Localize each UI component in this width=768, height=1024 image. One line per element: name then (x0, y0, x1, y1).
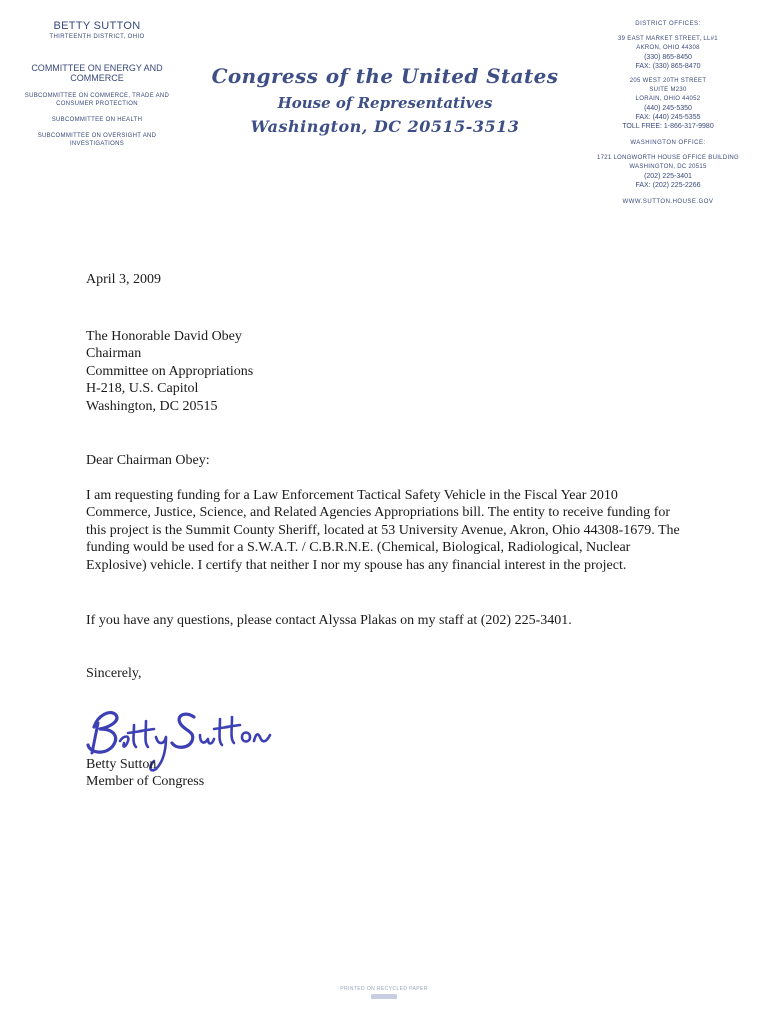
recipient-city: Washington, DC 20515 (86, 398, 218, 414)
recipient-name: The Honorable David Obey (86, 329, 242, 344)
lorain-street: 205 WEST 20TH STREET (629, 78, 707, 84)
akron-phone: (330) 865-8450 (644, 54, 692, 61)
letterhead-member-block (22, 20, 172, 148)
salutation: Dear Chairman Obey: (86, 453, 210, 468)
printed-on-recycled-text: PRINTED ON RECYCLED PAPER (340, 986, 428, 992)
subcommittee-oversight: SUBCOMMITTEE ON OVERSIGHT AND INVESTIGATIONS (37, 133, 157, 147)
washington-building: 1721 LONGWORTH HOUSE OFFICE BUILDING (596, 155, 740, 161)
subcommittee-commerce: SUBCOMMITTEE ON COMMERCE, TRADE AND CONSUMER PROTECTION (24, 93, 170, 107)
washington-fax: FAX: (202) 225-2266 (635, 182, 701, 189)
recipient-committee: Committee on Appropriations (86, 363, 254, 379)
akron-street: 39 EAST MARKET STREET, LL#1 (618, 36, 718, 42)
letterhead-offices (588, 20, 748, 207)
union-bug-icon (371, 994, 397, 999)
committee-name: COMMITTEE ON ENERGY AND COMMERCE (31, 63, 163, 83)
body-paragraph-contact: If you have any questions, please contact Alyssa Plakas on my staff at (202) 225-3401. (86, 613, 572, 628)
washington-phone: (202) 225-3401 (644, 173, 692, 180)
letter-date: April 3, 2009 (86, 272, 162, 287)
recipient-address (86, 328, 686, 415)
member-name: BETTY SUTTON (53, 20, 141, 32)
subcommittee-health: SUBCOMMITTEE ON HEALTH (51, 117, 143, 123)
akron-city: AKRON, OHIO 44308 (636, 45, 700, 51)
website: WWW.SUTTON.HOUSE.GOV (622, 199, 714, 205)
closing: Sincerely, (86, 666, 142, 681)
lorain-fax: FAX: (440) 245-5355 (635, 114, 701, 121)
signer-title: Member of Congress (86, 774, 205, 790)
recycled-paper-note (320, 986, 448, 1001)
lorain-phone: (440) 245-5350 (644, 105, 692, 112)
washington-city: WASHINGTON, DC 20515 (629, 164, 707, 170)
letterhead-seal (210, 64, 560, 136)
recipient-street: H-218, U.S. Capitol (86, 381, 199, 397)
district-offices-header: DISTRICT OFFICES: (635, 21, 701, 27)
lorain-suite: SUITE M230 (649, 87, 687, 93)
lorain-city: LORAIN, OHIO 44052 (635, 96, 701, 102)
seal-house: House of Representatives (277, 94, 493, 112)
member-district: THIRTEENTH DISTRICT, OHIO (49, 34, 145, 40)
signer-block (86, 756, 686, 791)
seal-congress: Congress of the United States (211, 64, 559, 88)
akron-fax: FAX: (330) 865-8470 (635, 63, 701, 70)
recipient-title: Chairman (86, 346, 142, 362)
body-paragraph-request: I am requesting funding for a Law Enforcement Tactical Safety Vehicle in the Fiscal Year 2010 Commerce, Justice, Science, and Related Agencies Appropriations bill. The entity to receive funding for this project is the Summit County Sheriff, located at 53 University Avenue, Akron, Ohio 44308-1679. The funding would be used for a S.W.A.T. / C.B.R.N.E. (Chemical, Biological, Radiological, Nuclear Explosive) vehicle. I certify that neither I nor my spouse has any financial interest in the project. (86, 488, 680, 573)
washington-office-header: WASHINGTON OFFICE: (630, 140, 706, 146)
signer-name: Betty Sutton (86, 757, 157, 772)
seal-address: Washington, DC 20515-3513 (250, 117, 520, 136)
toll-free: TOLL FREE: 1-866-317-9980 (622, 123, 714, 130)
